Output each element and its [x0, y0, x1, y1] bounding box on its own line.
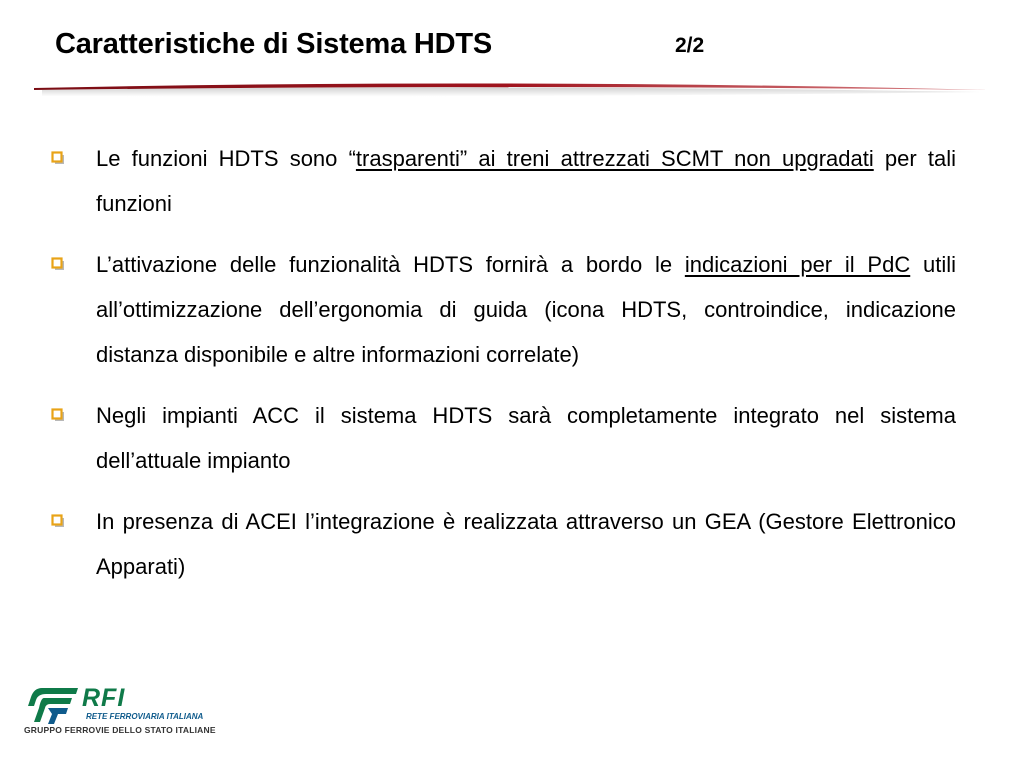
logo-group: GRUPPO FERROVIE DELLO STATO ITALIANE — [24, 725, 216, 735]
title-underline-swoosh — [30, 78, 992, 104]
bullet-text — [96, 242, 956, 377]
bullet-text-underlined: indicazioni per il PdC — [684, 252, 911, 277]
bullet-text-part: per tali funzioni — [96, 146, 956, 216]
bullet-item — [48, 499, 956, 589]
bullet-text-part: Negli impianti ACC il sistema HDTS sarà completamente integrato nel sistema dell’attuale impianto — [96, 403, 956, 473]
page-number: 2/2 — [675, 34, 705, 57]
bullet-text-part: Le funzioni HDTS sono “ — [96, 146, 356, 171]
bullet-text-part: utili all’ottimizzazione dell’ergonomia di guida (icona HDTS, controindice, indicazione distanza disponibile e altre informazioni correlate) — [96, 252, 957, 367]
bullet-text-underlined: trasparenti” ai treni attrezzati SCMT non upgradati — [355, 146, 874, 171]
logo-subtitle: RETE FERROVIARIA ITALIANA — [86, 712, 204, 721]
hollow-square-bullet-icon — [51, 514, 65, 528]
hollow-square-bullet-icon — [51, 257, 65, 271]
bullet-text-part: In presenza di ACEI l’integrazione è realizzata attraverso un GEA (Gestore Elettronico Apparati) — [96, 509, 956, 579]
bullet-text — [96, 136, 956, 226]
bullet-text — [96, 393, 956, 483]
bullet-list — [48, 136, 956, 605]
bullet-item — [48, 393, 956, 483]
bullet-text-part: L’attivazione delle funzionalità HDTS fornirà a bordo le — [96, 252, 685, 277]
fs-logo-icon — [24, 686, 80, 726]
hollow-square-bullet-icon — [51, 151, 65, 165]
bullet-item — [48, 242, 956, 377]
hollow-square-bullet-icon — [51, 408, 65, 422]
logo-name: RFI — [82, 684, 126, 712]
page-title: Caratteristiche di Sistema HDTS — [55, 28, 492, 60]
bullet-text — [96, 499, 956, 589]
bullet-item — [48, 136, 956, 226]
